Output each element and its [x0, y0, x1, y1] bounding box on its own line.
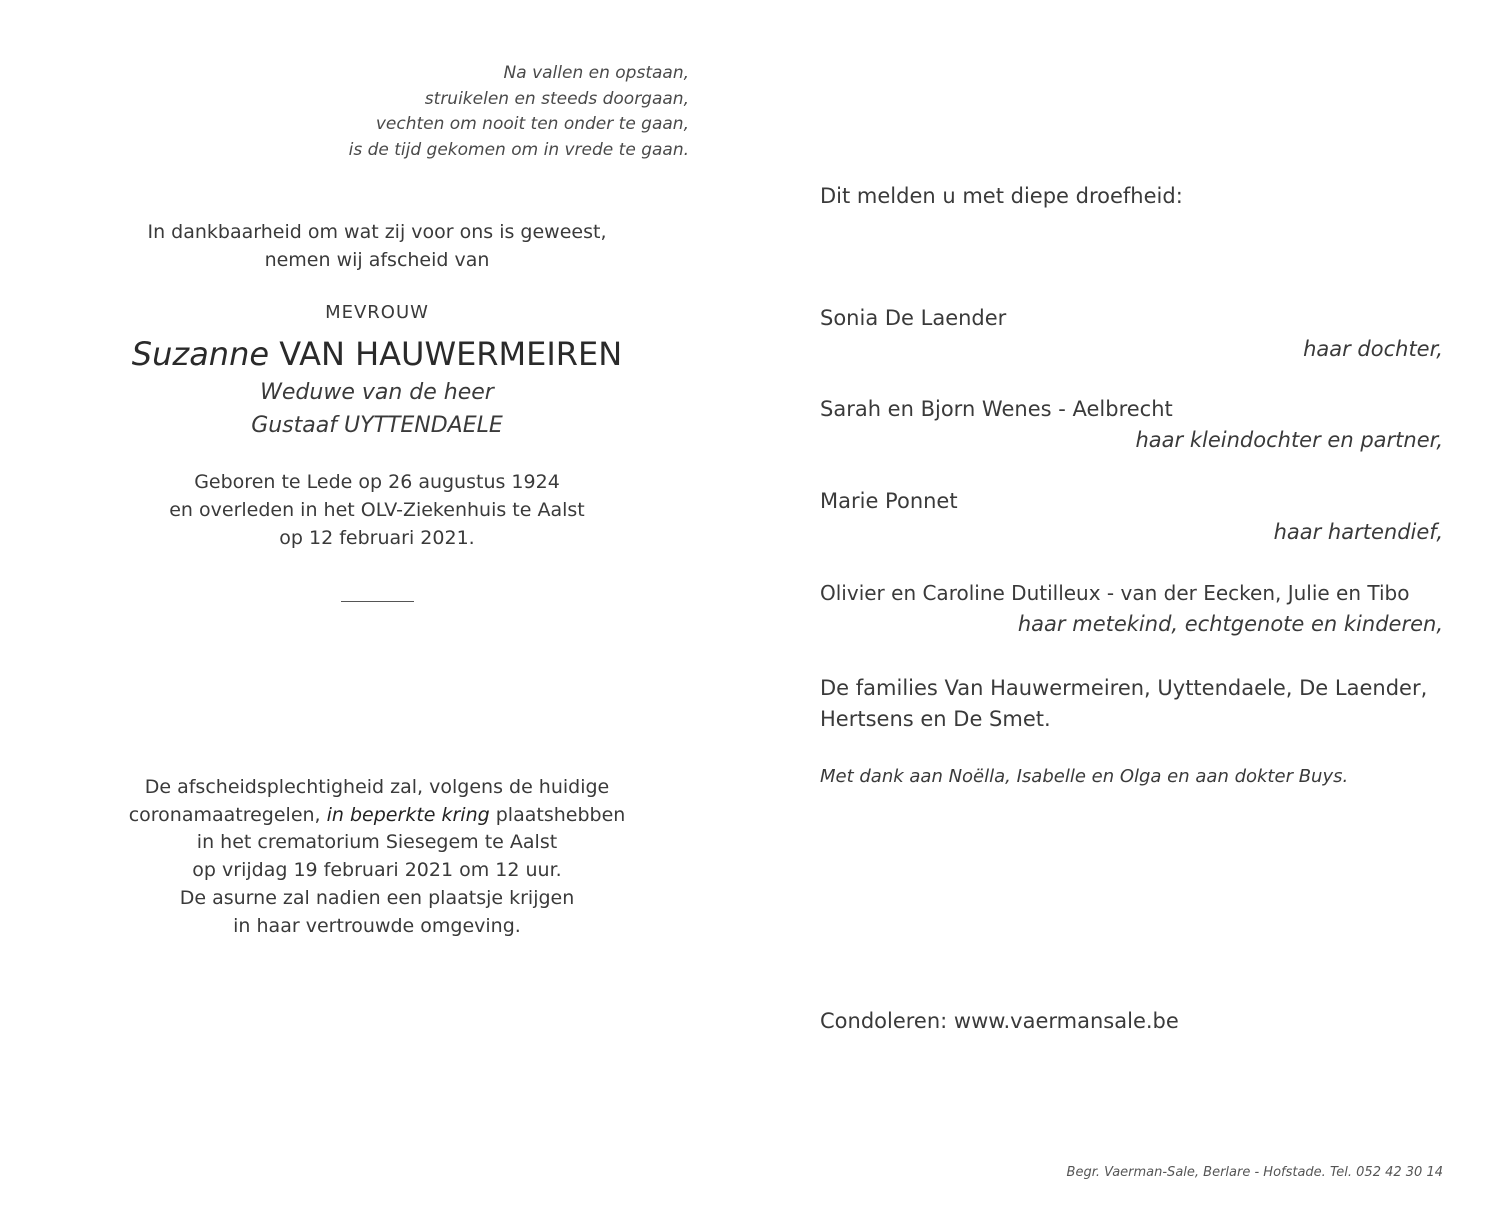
ceremony-line: in haar vertrouwde omgeving. [233, 914, 521, 937]
ceremony-line: in het crematorium Siesegem te Aalst [196, 831, 558, 854]
poem-line: struikelen en steeds doorgaan, [424, 88, 689, 109]
families-list [820, 673, 1427, 735]
birth-death-info [97, 468, 657, 552]
poem-line: is de tijd gekomen om in vrede te gaan. [348, 139, 689, 160]
deceased-name [97, 334, 657, 374]
intro-text [97, 218, 657, 274]
ceremony-info [97, 774, 657, 940]
thanks-note: Met dank aan Noëlla, Isabelle en Olga en aan dokter Buys. [820, 766, 1349, 787]
poem-line: vechten om nooit ten onder te gaan, [375, 114, 689, 134]
birth-line: Geboren te Lede op 26 augustus 1924 [194, 471, 560, 493]
family-member-relation: haar kleindochter en partner, [1135, 428, 1443, 452]
spouse-line: Weduwe van de heer [260, 380, 494, 405]
ceremony-text: plaatshebben [489, 803, 626, 826]
ceremony-emphasis: in beperkte kring [326, 803, 490, 826]
divider-line [341, 601, 414, 602]
intro-line: nemen wij afscheid van [264, 249, 490, 271]
condolences-link[interactable]: Condoleren: www.vaermansale.be [820, 1009, 1179, 1033]
spouse-info [97, 376, 657, 442]
poem-line: Na vallen en opstaan, [503, 63, 689, 83]
family-member-name: Sarah en Bjorn Wenes - Aelbrecht [820, 397, 1173, 421]
death-line: en overleden in het OLV-Ziekenhuis te Aalst [169, 499, 585, 521]
ceremony-text: coronamaatregelen, [128, 803, 327, 826]
family-member-name: Marie Ponnet [820, 489, 958, 513]
deceased-title: MEVROUW [325, 302, 429, 323]
family-member-relation: haar metekind, echtgenote en kinderen, [1017, 612, 1443, 636]
family-member-relation: haar dochter, [1303, 337, 1443, 361]
families-line: De families Van Hauwermeiren, Uyttendaele, De Laender, [820, 676, 1428, 700]
announcement: Dit melden u met diepe droefheid: [820, 184, 1183, 208]
ceremony-line [97, 802, 657, 830]
family-member-relation: haar hartendief, [1273, 520, 1443, 544]
deceased-last-name: VAN HAUWERMEIREN [279, 335, 623, 373]
death-date-line: op 12 februari 2021. [279, 527, 475, 549]
poem [349, 61, 689, 163]
spouse-line: Gustaaf UYTTENDAELE [251, 413, 503, 438]
funeral-home-footer: Begr. Vaerman-Sale, Berlare - Hofstade. Tel. 052 42 30 14 [1066, 1165, 1443, 1180]
family-member-name: Olivier en Caroline Dutilleux - van der Eecken, Julie en Tibo [820, 581, 1410, 605]
ceremony-line: De asurne zal nadien een plaatsje krijgen [179, 886, 575, 909]
intro-line: In dankbaarheid om wat zij voor ons is geweest, [147, 221, 607, 243]
ceremony-line: De afscheidsplechtigheid zal, volgens de huidige [144, 776, 610, 798]
deceased-first-name: Suzanne [131, 335, 270, 373]
family-member-name: Sonia De Laender [820, 306, 1007, 330]
ceremony-line: op vrijdag 19 februari 2021 om 12 uur. [192, 859, 562, 882]
families-line: Hertsens en De Smet. [820, 707, 1051, 731]
